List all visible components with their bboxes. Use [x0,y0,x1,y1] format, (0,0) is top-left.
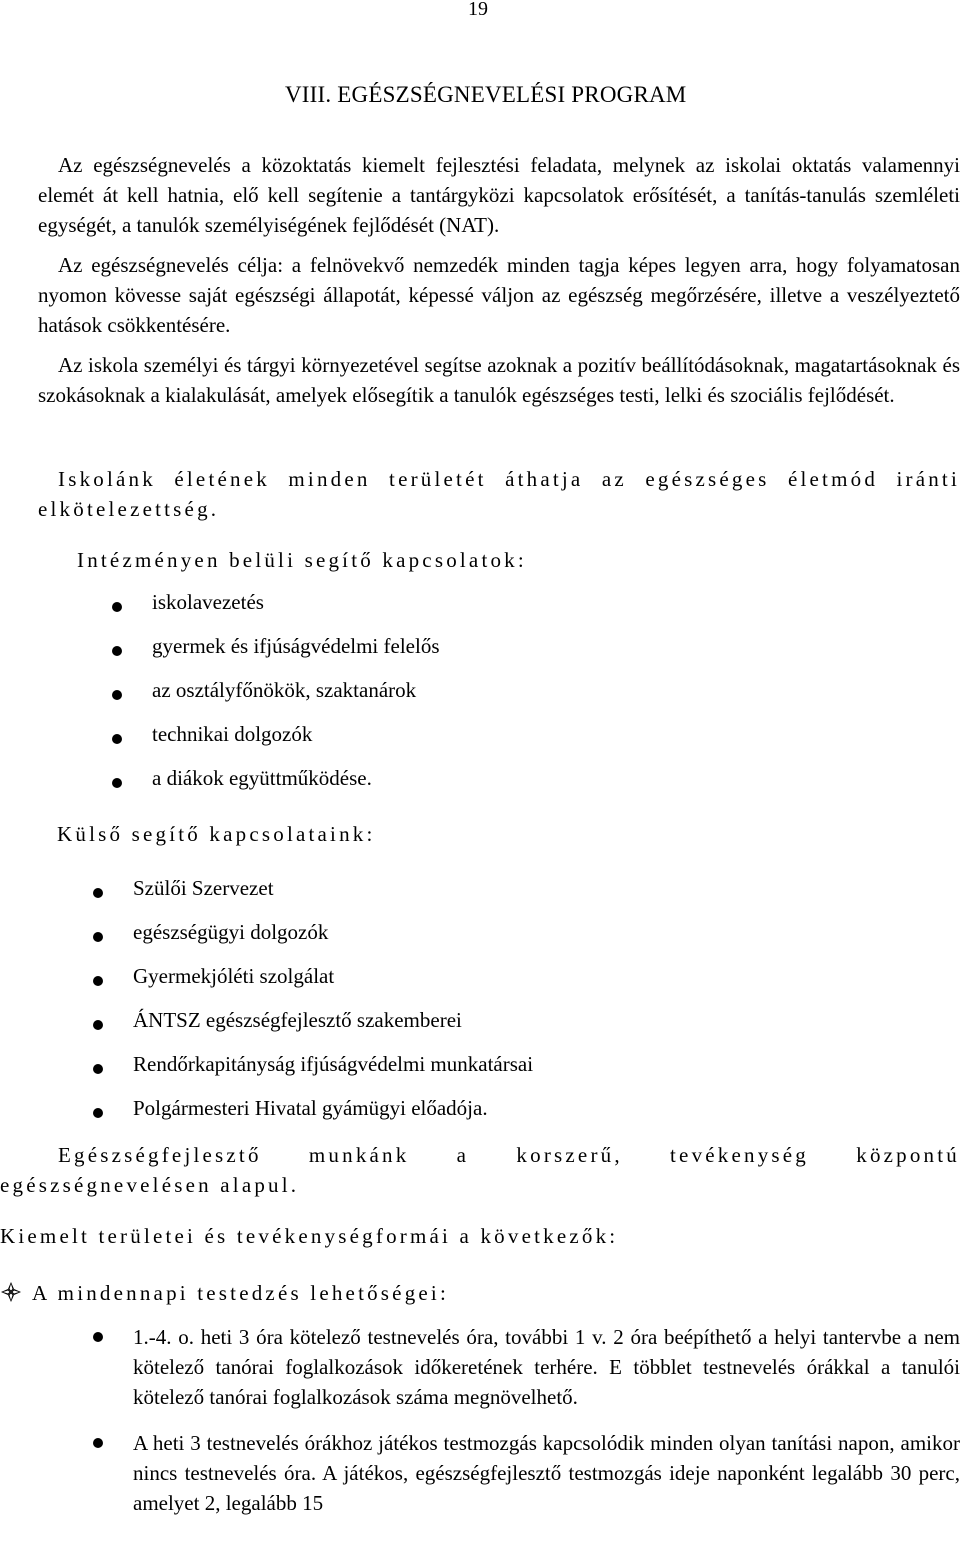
daily-exercise-list [93,1322,960,1518]
external-relations-heading: Külső segítő kapcsolataink: [57,822,376,846]
bullet-icon [93,1332,103,1342]
bullet-icon [112,690,122,700]
bullet-icon [112,646,122,656]
bullet-icon [93,1020,103,1030]
bullet-icon [93,1438,103,1448]
bullet-icon [93,1064,103,1074]
page-number: 19 [468,0,488,20]
internal-relations-heading: Intézményen belüli segítő kapcsolatok: [77,548,527,572]
chapter-title: VIII. EGÉSZSÉGNEVELÉSI PROGRAM [285,82,687,107]
bullet-icon [93,888,103,898]
paragraph-commitment: Iskolánk életének minden területét áthatja az egészséges életmód iránti elkötelezettség. [38,467,960,521]
daily-exercise-heading [0,1278,449,1306]
paragraph-intro: Az egészségnevelés a közoktatás kiemelt fejlesztési feladata, melynek az iskolai oktatás valamennyi elemét át kell hatnia, elő kell segítenie a tantárgyközi kapcsolatok erősítését, a tanítás-tanulás szemléleti egységét, a tanulók személyiségének fejlődését (NAT). [38,153,960,237]
paragraph-environment: Az iskola személyi és tárgyi környezetével segítse azoknak a pozitív beállítódásoknak, magatartásoknak és szokásoknak a kialakulását, amelyek elősegítik a tanulók egészséges testi, lelki és szociális fejlődését. [38,353,960,407]
list-item: A heti 3 testnevelés órákhoz játékos testmozgás kapcsolódik minden olyan tanítási napon, amikor nincs testnevelés óra. A játékos, egészségfejlesztő testmozgás ideje naponként legalább 30 perc, amelyet 2, legalább 15 [93,1428,960,1518]
paragraph-goal: Az egészségnevelés célja: a felnövekvő nemzedék minden tagja képes legyen arra, hogy folyamatosan nyomon kövesse saját egészségi állapotát, képessé váljon az egészség megőrzésére, illetve a veszélyeztető hatások csökkentésére. [38,253,960,337]
bullet-icon [93,976,103,986]
bullet-icon [112,602,122,612]
bullet-icon [93,932,103,942]
paragraph-health-promotion: Egészségfejlesztő munkánk a korszerű, tevékenység központú egészségnevelésen alapul. [0,1143,960,1197]
areas-heading: Kiemelt területei és tevékenységformái a következők: [0,1224,619,1248]
daily-exercise-heading-text: A mindennapi testedzés lehetőségei: [32,1281,449,1305]
list-item: 1.-4. o. heti 3 óra kötelező testnevelés óra, további 1 v. 2 óra beépíthető a helyi tantervbe a nem kötelező tanórai foglalkozások időkeretének terhére. E többlet testnevelés órákkal a tanulói kötelező tanórai foglalkozások száma megnövelhető. [93,1322,960,1412]
diamond-bullet-icon [0,1281,22,1303]
bullet-icon [112,734,122,744]
bullet-icon [93,1108,103,1118]
bullet-icon [112,778,122,788]
